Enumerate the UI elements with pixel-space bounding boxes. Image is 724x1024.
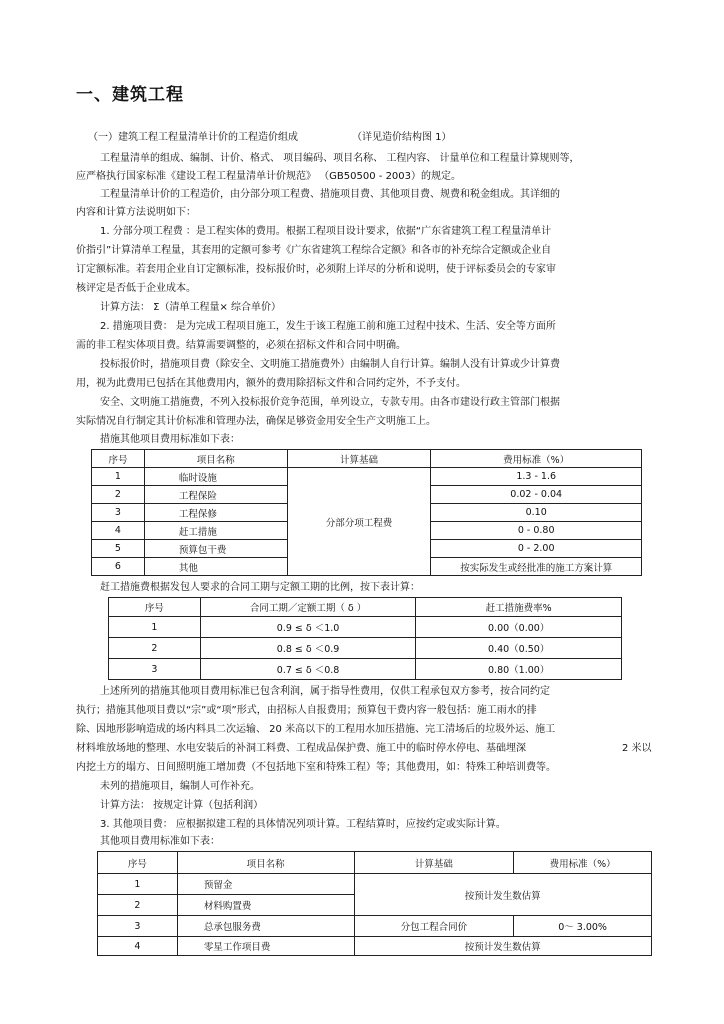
section-reference: （详见造价结构图 1）: [352, 132, 452, 143]
cell-name: 材料购置费: [177, 895, 354, 916]
paragraph-line: 3. 其他项目费： 应根据拟建工程的具体情况列项计算。工程结算时，应按约定或实际计算。: [100, 819, 506, 830]
cell-rate: 0 - 0.80: [431, 522, 642, 540]
cell-rate: 0.00（0.00）: [416, 617, 622, 638]
table-header-row: [92, 450, 642, 468]
table-row: [109, 659, 622, 680]
header-cell: 计算基础: [354, 852, 514, 874]
header-cell: 计算基础: [287, 450, 431, 468]
cell-name: 预算包干费: [144, 540, 287, 558]
cell-rate: 0.02 - 0.04: [431, 486, 642, 504]
paragraph-line: 上述所列的措施其他项目费用标准已包含利润，属于指导性费用，仅供工程承包双方参考，按合同约定: [100, 686, 550, 697]
formula-line: 计算方法： Σ（清单工程量× 综合单价）: [100, 302, 282, 313]
table-row: [109, 638, 622, 659]
cell-rate: 按实际发生或经批准的施工方案计算: [431, 558, 642, 576]
paragraph-line: 用，视为此费用已包括在其他费用内，额外的费用除招标文件和合同约定外，不予支付。: [76, 378, 466, 389]
header-cell: 序号: [98, 852, 178, 874]
paragraph-line: 执行；措施其他项目费以“宗”或“项”形式，由招标人自报费用；预算包干费内容一般包括：施工雨水的排: [76, 705, 537, 716]
paragraph-line: 核评定是否低于企业成本。: [76, 283, 196, 294]
paragraph-line: 工程量清单计价的工程造价，由分部分项工程费、措施项目费、其他项目费、规费和税金组成。其详细的: [100, 189, 560, 200]
header-cell: 项目名称: [144, 450, 287, 468]
cell-name: 总承包服务费: [177, 916, 354, 937]
paragraph-line: 未列的措施项目，编制人可作补充。: [100, 781, 260, 792]
paragraph-line-end: 2 米以: [622, 743, 652, 754]
cell-no: 1: [98, 874, 178, 895]
cell-no: 3: [98, 916, 178, 937]
paragraph-line: 订定额标准。若套用企业自订定额标准，投标报价时，必须附上详尽的分析和说明，使于评标委员会的专家审: [76, 264, 556, 275]
table-header-row: [109, 598, 622, 617]
cell-name: 预留金: [177, 874, 354, 895]
cell-no: 2: [109, 638, 201, 659]
table-row: [98, 937, 652, 956]
cell-rate: 0～ 3.00%: [514, 916, 652, 937]
cell-rate: 0.80（1.00）: [416, 659, 622, 680]
measures-fee-table: [91, 449, 642, 576]
paragraph-line: 价指引”计算清单工程量，其套用的定额可参考《广东省建筑工程综合定额》和各市的补充综合定额或企业自: [76, 245, 552, 256]
header-cell: 合同工期／定额工期（ δ ）: [200, 598, 416, 617]
header-cell: 赶工措施费率%: [416, 598, 622, 617]
cell-rate: 0 - 2.00: [431, 540, 642, 558]
paragraph-line: 材料堆放场地的整理、水电安装后的补洞工料费、工程成品保护费、施工中的临时停水停电、基础埋深: [76, 743, 526, 754]
cell-base: 按预计发生数估算: [354, 937, 651, 956]
cell-name: 赶工措施: [144, 522, 287, 540]
cell-ratio: 0.9 ≤ δ ＜1.0: [200, 617, 416, 638]
table-row: [98, 874, 652, 895]
cell-ratio: 0.7 ≤ δ ＜0.8: [200, 659, 416, 680]
other-items-fee-table: [97, 851, 652, 956]
cell-no: 3: [109, 659, 201, 680]
header-cell: 费用标准（%）: [431, 450, 642, 468]
cell-name: 零星工作项目费: [177, 937, 354, 956]
cell-no: 2: [98, 895, 178, 916]
paragraph-line: 内容和计算方法说明如下：: [76, 207, 196, 218]
cell-merged-base: 按预计发生数估算: [354, 874, 651, 916]
cell-ratio: 0.8 ≤ δ ＜0.9: [200, 638, 416, 659]
table-row: [98, 916, 652, 937]
paragraph-line: 1. 分部分项工程费 ：是工程实体的费用。根据工程项目设计要求，依据“广东省建筑工程工程量清单计: [100, 226, 552, 237]
cell-name: 工程保险: [144, 486, 287, 504]
section-heading: （一）建筑工程工程量清单计价的工程造价组成: [88, 132, 298, 143]
cell-rate: 1.3 - 1.6: [431, 468, 642, 486]
formula-line: 计算方法： 按规定计算（包括利润）: [100, 800, 264, 811]
paragraph-line: 除、因地形影响造成的场内料具二次运输、 20 米高以下的工程用水加压措施、完工清场后的垃圾外运、施工: [76, 724, 556, 735]
cell-name: 临时设施: [144, 468, 287, 486]
paragraph-line: 工程量清单的组成、编制、计价、格式、 项目编码、项目名称、 工程内容、 计量单位和工程量计算规则等，: [100, 153, 580, 164]
paragraph-line: 投标报价时，措施项目费（除安全、文明施工措施费外）由编制人自行计算。编制人没有计算或少计算费: [100, 359, 560, 370]
cell-no: 4: [92, 522, 145, 540]
paragraph-line: 实际情况自行制定其计价标准和管理办法，确保足够资金用安全生产文明施工上。: [76, 416, 436, 427]
paragraph-line: 需的非工程实体项目费。结算需要调整的，必须在招标文件和合同中明确。: [76, 340, 406, 351]
paragraph-line: 内挖土方的塌方、日间照明施工增加费（不包括地下室和特殊工程）等；其他费用，如：特殊工种培训费等。: [76, 762, 556, 773]
table-caption: 赶工措施费根据发包人要求的合同工期与定额工期的比例，按下表计算：: [100, 582, 420, 593]
cell-no: 2: [92, 486, 145, 504]
cell-name: 其他: [144, 558, 287, 576]
table-row: [92, 468, 642, 486]
cell-no: 1: [92, 468, 145, 486]
rush-measure-table: [108, 597, 622, 680]
cell-no: 6: [92, 558, 145, 576]
table-caption: 其他项目费用标准如下表：: [100, 836, 220, 847]
header-cell: 费用标准（%）: [514, 852, 652, 874]
header-cell: 序号: [92, 450, 145, 468]
page-title: 一、建筑工程: [76, 85, 184, 105]
paragraph-line: 安全、文明施工措施费，不列入投标报价竞争范围，单列设立，专款专用。由各市建设行政主管部门根据: [100, 397, 560, 408]
header-cell: 项目名称: [177, 852, 354, 874]
paragraph-line: 应严格执行国家标准《建设工程工程量清单计价规范》 （GB50500 - 2003）的规定。: [76, 171, 462, 182]
cell-no: 5: [92, 540, 145, 558]
cell-base: 分部分项工程费: [287, 468, 431, 576]
table-row: [109, 617, 622, 638]
cell-rate: 0.10: [431, 504, 642, 522]
cell-base: 分包工程合同价: [354, 916, 514, 937]
table-caption: 措施其他项目费用标准如下表：: [100, 434, 240, 445]
cell-no: 4: [98, 937, 178, 956]
table-header-row: [98, 852, 652, 874]
cell-no: 3: [92, 504, 145, 522]
cell-no: 1: [109, 617, 201, 638]
cell-name: 工程保修: [144, 504, 287, 522]
cell-rate: 0.40（0.50）: [416, 638, 622, 659]
header-cell: 序号: [109, 598, 201, 617]
paragraph-line: 2. 措施项目费： 是为完成工程项目施工，发生于该工程施工前和施工过程中技术、生活、安全等方面所: [100, 321, 556, 332]
